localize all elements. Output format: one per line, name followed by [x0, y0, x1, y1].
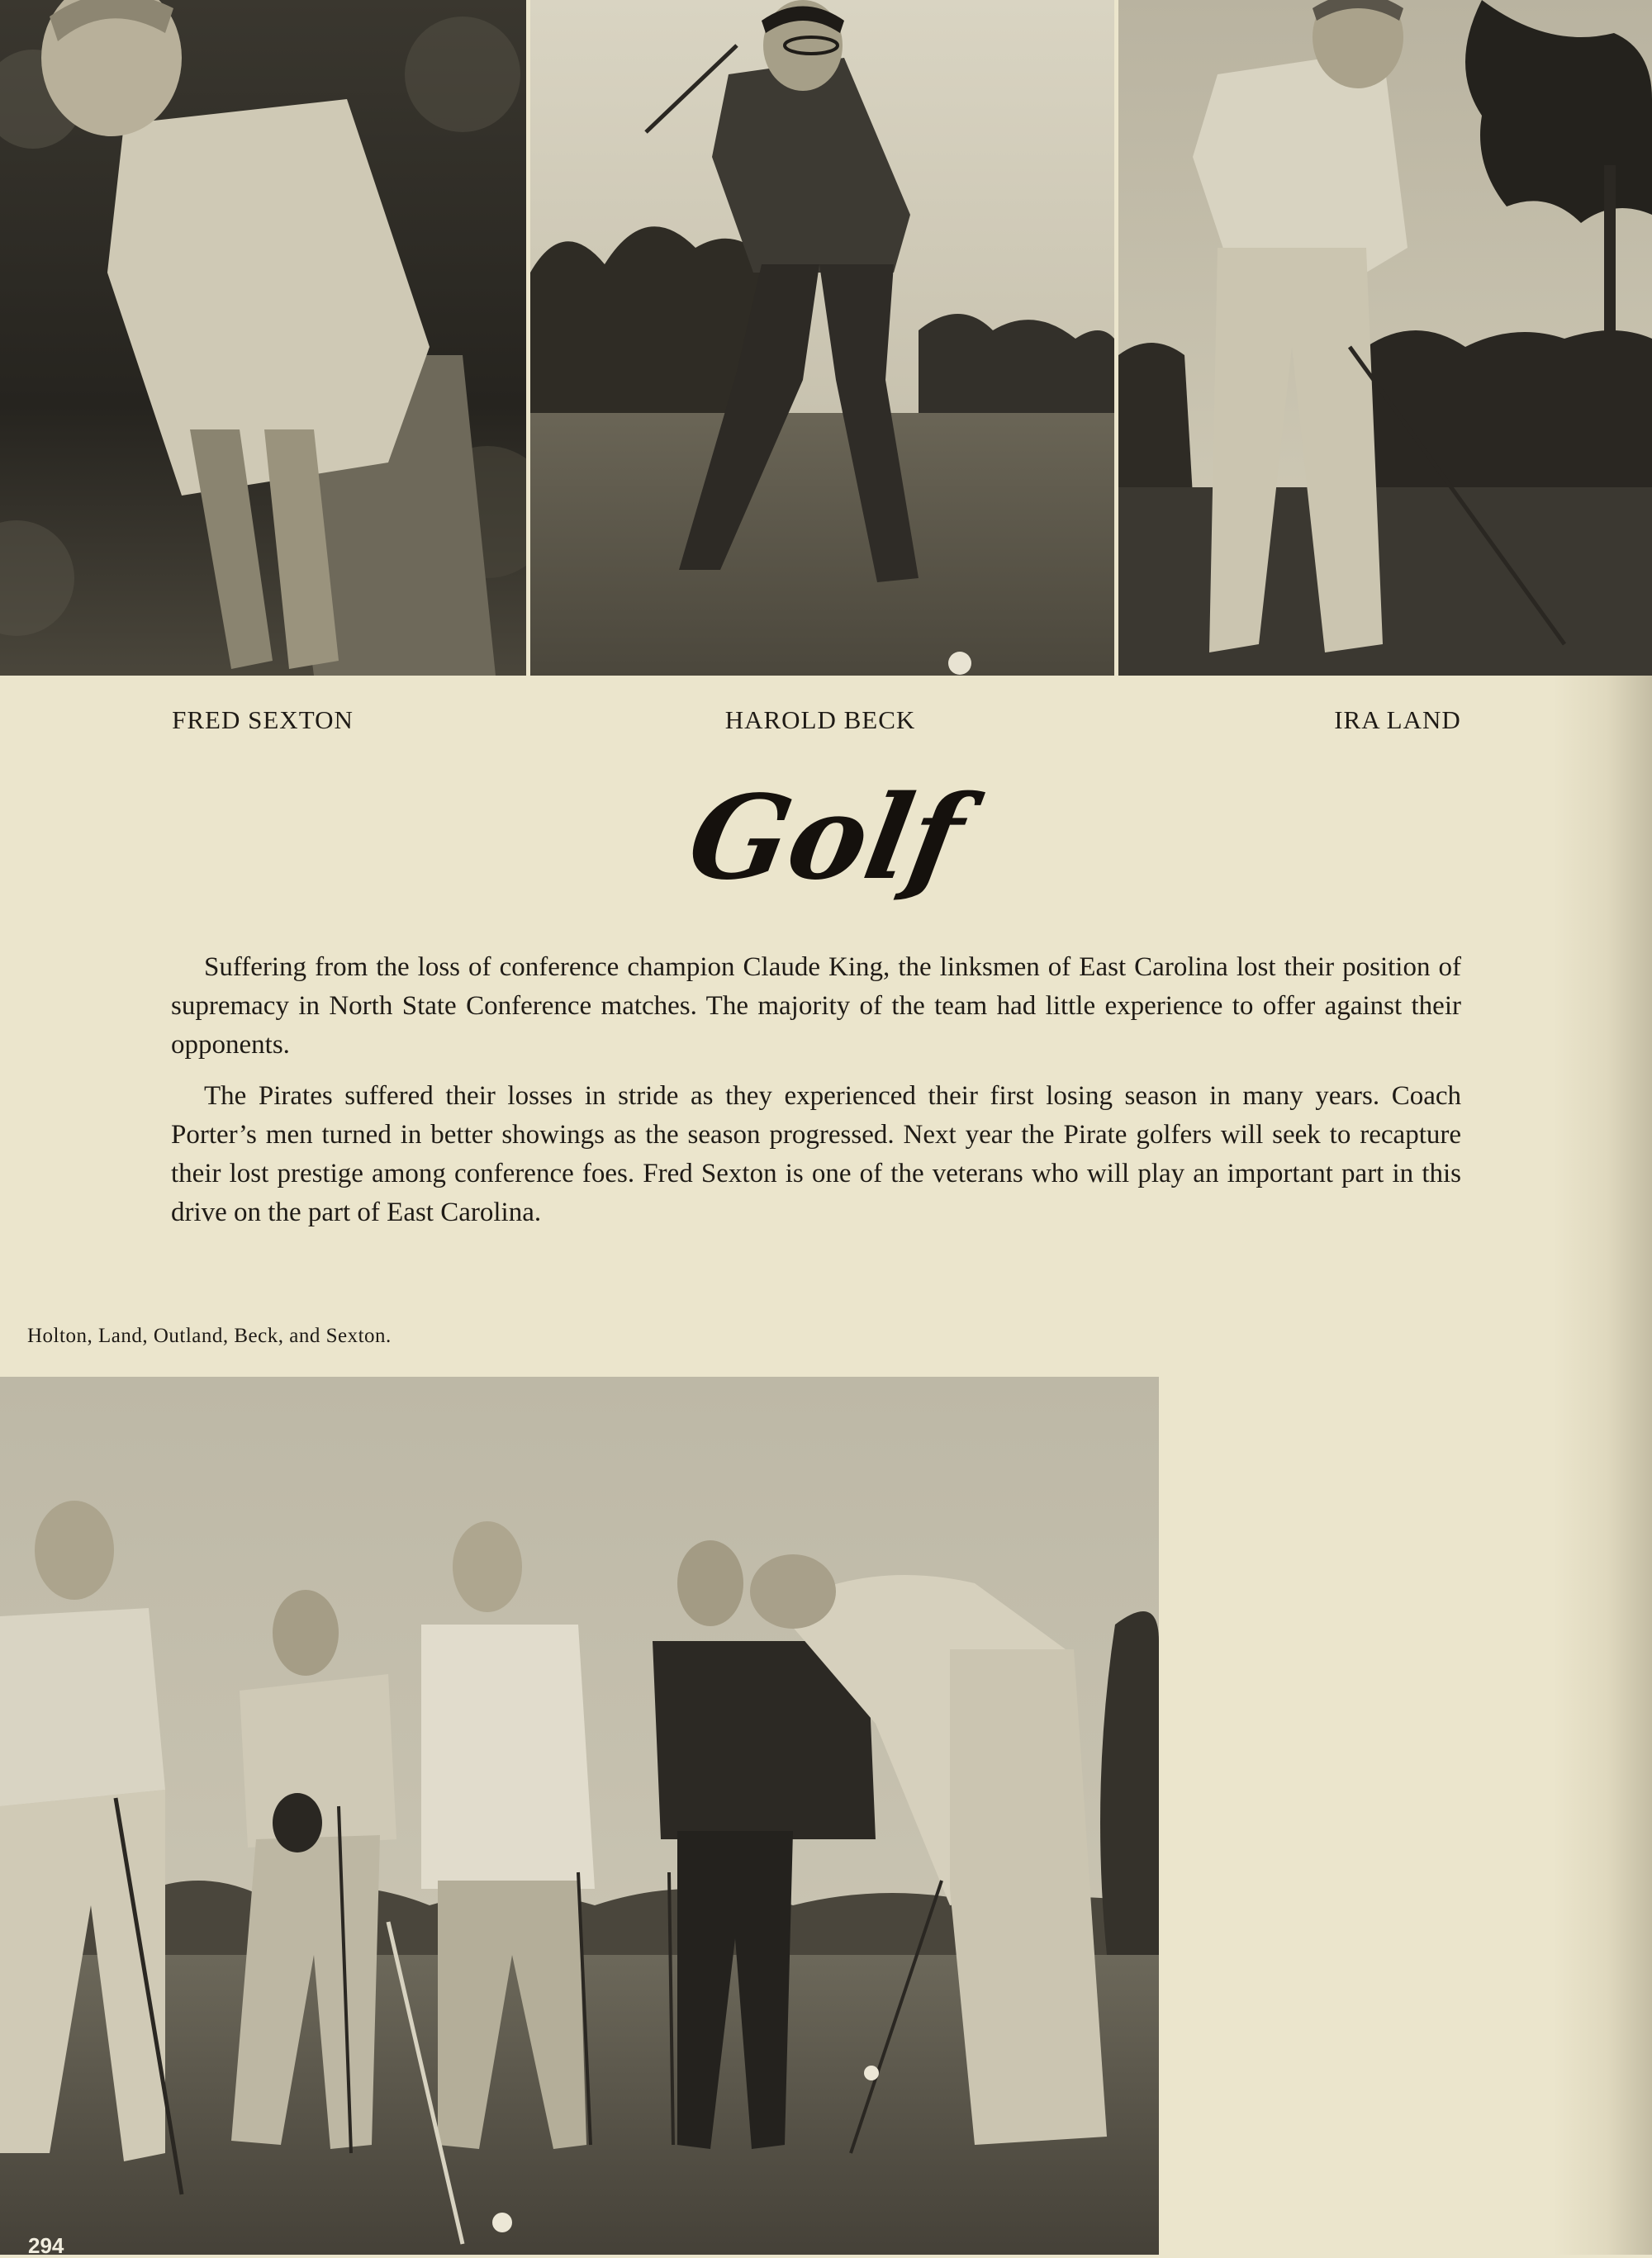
page-title: Golf — [679, 771, 973, 906]
article-body — [171, 948, 1461, 1245]
article-paragraph: The Pirates suffered their losses in stride as they experienced their first losing season in many years. Coach Porter’s men turned in better showings as the season progressed. Next year the Pirate golfers will seek to recapture their lost prestige among conference foes. Fred Sexton is one of the veterans who will play an important part in this drive on the part of East Carolina. — [171, 1081, 1461, 1227]
photo-golf-team-group — [0, 1377, 1159, 2258]
golf-team-group-icon — [0, 1377, 1159, 2258]
caption-harold-beck: HAROLD BECK — [724, 705, 916, 734]
photo-harold-beck — [530, 0, 1114, 676]
golfer-putting-stance-icon — [1118, 0, 1652, 676]
golfer-addressing-ball-icon — [0, 0, 526, 676]
group-photo-caption: Holton, Land, Outland, Beck, and Sexton. — [27, 1325, 392, 1347]
caption-fred-sexton: FRED SEXTON — [172, 705, 354, 734]
photo-fred-sexton — [0, 0, 526, 676]
photo-ira-land — [1118, 0, 1652, 676]
golfer-backswing-icon — [530, 0, 1114, 676]
caption-ira-land: IRA LAND — [1334, 705, 1461, 734]
article-paragraph: Suffering from the loss of conference champion Claude King, the linksmen of East Carolina lost their position of supremacy in North State Conference matches. The majority of the team had little experience to offer against their opponents. — [171, 952, 1461, 1060]
page-number: 294 — [28, 2233, 64, 2258]
